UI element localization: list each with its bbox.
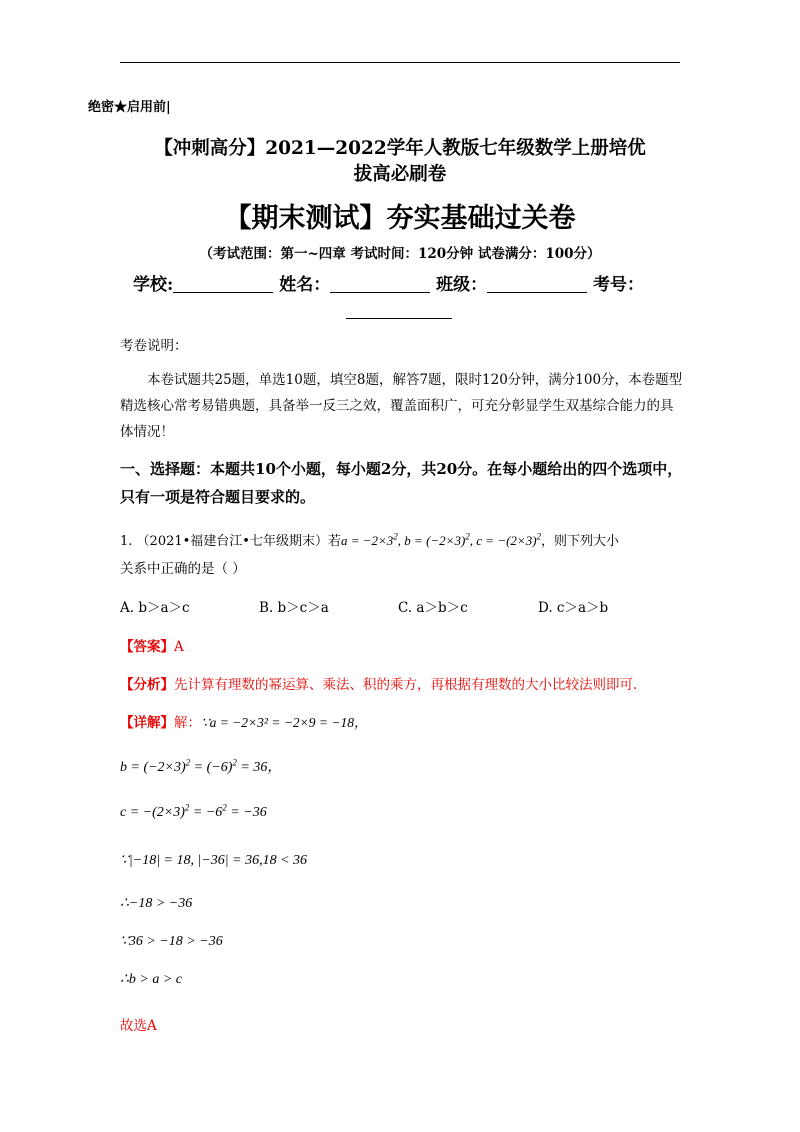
step3-post: = −36 [226, 805, 267, 820]
title-line-1: 【冲刺高分】2021—2022学年人教版七年级数学上册培优 [154, 138, 646, 159]
student-fields [133, 270, 644, 295]
section-title: 一、选择题：本题共10个小题，每小题2分，共20分。在每小题给出的四个选项中，只有一项是符合题目要求的。 [120, 460, 683, 506]
step2-exp2: 2 [232, 757, 237, 768]
question-number: 1. [120, 534, 133, 549]
header-rule [120, 62, 680, 63]
answer [120, 635, 184, 655]
step3-mid: = −6 [189, 805, 223, 820]
instructions-body: 本卷试题共25题，单选10题，填空8题，解答7题，限时120分钟，满分100分，本卷题型精选核心常考易错典题，具备举一反三之效，覆盖面积广，可充分彰显学生双基综合能力的具体情况！ [120, 372, 683, 440]
step2-exp: 2 [185, 757, 191, 768]
name-blank[interactable] [330, 274, 430, 293]
name-label: 姓名： [279, 275, 331, 295]
class-blank[interactable] [487, 274, 587, 293]
question-line-2: 关系中正确的是（ ） [120, 561, 246, 577]
solution-conclusion: 故选A [120, 1018, 157, 1034]
class-label: 班级： [436, 275, 488, 295]
exam-no-blank[interactable] [346, 302, 452, 319]
question-exp-a: 2 [393, 531, 398, 542]
question-expr-c: , c = −(2×3) [469, 533, 537, 548]
analysis-text: 先计算有理数的幂运算、乘法、积的乘方，再根据有理数的大小比较法则即可. [174, 677, 638, 693]
question-exp-c: 2 [536, 531, 542, 542]
solution-step-4: ∵|−18| = 18, |−36| = 36,18 < 36 [120, 853, 308, 868]
step3-pre: c = −(2×3) [120, 805, 185, 820]
option-b: B. b＞c＞a [259, 600, 329, 616]
solution-step-3 [120, 802, 267, 821]
solution-step-2 [120, 756, 281, 776]
solution-intro: 解： [174, 715, 201, 731]
answer-label: 【答案】 [120, 639, 174, 655]
question-tail: ，则下列大小 [541, 534, 620, 549]
analysis-label: 【分析】 [120, 677, 174, 693]
solution-label: 【详解】 [120, 715, 174, 731]
step3-exp2: 2 [222, 802, 227, 813]
step2-mid: = (−6) [190, 760, 233, 775]
school-label: 学校: [133, 275, 174, 295]
option-a: A. b＞a＞c [120, 600, 190, 616]
question-1 [120, 530, 619, 549]
question-exp-b: 2 [465, 531, 470, 542]
solution-step-5: ∴−18 > −36 [120, 896, 193, 911]
answer-value: A [174, 639, 184, 655]
exam-info: （考试范围：第一~四章 考试时间：120分钟 试卷满分：100分） [199, 246, 601, 262]
option-c: C. a＞b＞c [398, 600, 468, 616]
option-d: D. c＞a＞b [538, 600, 609, 616]
solution-step-7: ∴b > a > c [120, 972, 183, 987]
analysis [120, 673, 637, 693]
question-expr-b: , b = (−2×3) [397, 533, 466, 548]
solution-step-6: ∵36 > −18 > −36 [120, 934, 223, 949]
question-source: （2021•福建台江•七年级期末）若 [136, 534, 341, 549]
instructions-heading: 考卷说明： [120, 338, 188, 354]
exam-no-label: 考号： [593, 275, 645, 295]
step2-pre: b = (−2×3) [120, 760, 186, 775]
step3-exp: 2 [184, 802, 190, 813]
solution-header [120, 711, 368, 731]
step2-post: = 36， [236, 760, 282, 775]
school-blank[interactable] [173, 274, 273, 293]
secret-label: 绝密★启用前| [88, 100, 171, 115]
main-title: 【期末测试】夯实基础过关卷 [224, 203, 576, 234]
title-line-2: 拔高必刷卷 [353, 164, 447, 185]
solution-step-1: ∵a = −2×3² = −2×9 = −18， [201, 715, 368, 730]
question-expr-a: a = −2×3 [340, 533, 394, 548]
